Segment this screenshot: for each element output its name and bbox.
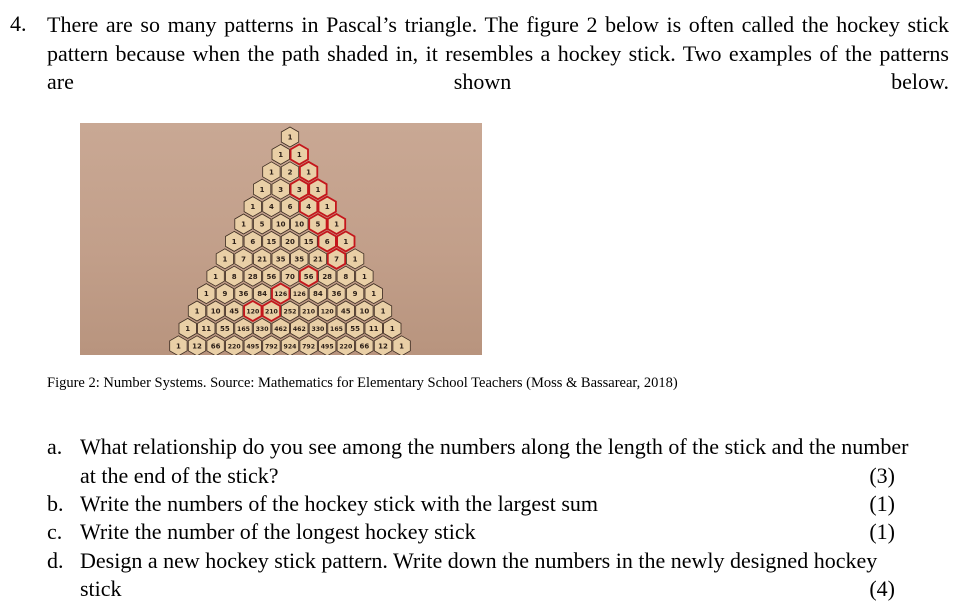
- part-b: [0, 491, 977, 521]
- hex-cell-value: 120: [320, 308, 334, 316]
- hex-cell-value: 462: [292, 326, 306, 333]
- hex-cell-value: 21: [313, 255, 323, 264]
- hex-cell-value: 1: [380, 307, 386, 316]
- part-d-line-2: stick: [80, 576, 122, 601]
- hex-cell-value: 1: [399, 342, 405, 351]
- hex-cell-value: 1: [268, 168, 274, 177]
- hex-cell-value: 1: [389, 325, 395, 333]
- hex-cell-value: 330: [311, 326, 325, 333]
- hex-cell-value: 330: [255, 326, 269, 333]
- hex-cell-value: 12: [192, 342, 202, 351]
- hex-cell-value: 84: [313, 290, 323, 299]
- part-c-letter: c.: [47, 519, 63, 544]
- hex-cell-value: 1: [361, 272, 367, 281]
- hex-cell-value: 84: [257, 290, 267, 299]
- hex-cell-value: 1: [278, 151, 284, 159]
- hex-cell-value: 210: [302, 308, 316, 316]
- hex-cell-value: 1: [175, 342, 181, 351]
- hex-cell-value: 6: [250, 238, 256, 246]
- hex-cell-value: 10: [359, 307, 370, 316]
- part-d-marks: (4): [869, 576, 895, 601]
- hex-cell-value: 6: [287, 203, 293, 212]
- hex-cell-value: 10: [275, 220, 286, 229]
- hex-cell-value: 8: [343, 272, 349, 281]
- part-d: [0, 548, 977, 608]
- hex-cell-value: 1: [194, 307, 200, 316]
- hex-cell-value: 10: [294, 220, 305, 229]
- hex-cell-value: 5: [259, 220, 265, 229]
- part-c-marks: (1): [869, 519, 895, 544]
- hex-cell-value: 1: [231, 238, 237, 246]
- hex-cell-value: 15: [303, 238, 314, 246]
- hex-cell-value: 924: [283, 343, 297, 351]
- hex-cell-value: 1: [287, 133, 293, 142]
- hex-cell-value: 462: [274, 326, 288, 333]
- hex-cell-value: 20: [285, 238, 295, 246]
- hex-cell-value: 56: [266, 272, 277, 281]
- figure-caption: Figure 2: Number Systems. Source: Mathematics for Elementary School Teachers (Moss & Bassarear, 2018): [47, 375, 678, 391]
- pascal-triangle-figure: [80, 123, 482, 355]
- hex-cell-value: 10: [210, 307, 221, 316]
- hex-cell-value: 120: [246, 308, 260, 316]
- hex-cell-value: 1: [324, 203, 330, 212]
- hex-cell-value: 7: [241, 255, 246, 264]
- hex-cell-value: 35: [294, 255, 305, 264]
- hex-cell-value: 12: [378, 342, 388, 351]
- hex-cell-value: 792: [302, 343, 316, 351]
- hex-cell-value: 1: [352, 255, 358, 264]
- hex-cell-value: 11: [201, 325, 212, 333]
- part-b-marks: (1): [869, 491, 895, 516]
- hex-cell-value: 28: [247, 272, 258, 281]
- hex-cell-value: 1: [315, 185, 321, 194]
- hex-cell-value: 126: [292, 291, 306, 299]
- hex-cell-value: 220: [339, 343, 353, 351]
- hex-cell-value: 66: [359, 342, 370, 351]
- hex-cell-value: 11: [368, 325, 379, 333]
- hex-cell-value: 210: [264, 308, 278, 316]
- hex-cell-value: 36: [238, 290, 249, 299]
- hex-cell-value: 8: [231, 272, 237, 281]
- hex-cell-value: 495: [246, 343, 260, 351]
- part-d-line-1: Design a new hockey stick pattern. Write down the numbers in the newly designed hockey: [80, 548, 878, 573]
- hex-cell-value: 126: [274, 291, 288, 299]
- part-a-letter: a.: [47, 434, 63, 459]
- hex-cell-value: 4: [268, 203, 274, 212]
- part-c: [0, 519, 977, 549]
- hex-cell-value: 3: [278, 185, 284, 194]
- part-c-line-1: Write the number of the longest hockey stick: [80, 519, 476, 544]
- pascal-triangle: [80, 123, 482, 355]
- question-text: There are so many patterns in Pascal’s triangle. The figure 2 below is often called the hockey stick pattern because when the path shaded in, it resembles a hockey stick. Two examples of the patterns are shown below.: [47, 12, 949, 94]
- part-d-letter: d.: [47, 548, 64, 573]
- part-b-letter: b.: [47, 491, 64, 516]
- hex-cell-value: 7: [334, 255, 339, 264]
- hex-cell-value: 36: [331, 290, 342, 299]
- hex-cell-value: 45: [340, 307, 351, 316]
- hex-cell-value: 1: [213, 272, 219, 281]
- hex-cell-value: 55: [350, 325, 360, 333]
- question-number: 4.: [10, 11, 27, 36]
- hex-cell-value: 495: [320, 343, 334, 351]
- hex-cell-value: 792: [264, 343, 278, 351]
- hex-cell-value: 165: [330, 326, 343, 333]
- hex-cell-value: 1: [343, 238, 349, 246]
- hex-cell-value: 5: [315, 220, 321, 229]
- part-a-marks: (3): [869, 463, 895, 488]
- part-a-line-1: What relationship do you see among the numbers along the length of the stick and the number: [80, 434, 909, 459]
- hex-cell-value: 6: [324, 238, 330, 246]
- hex-cell-value: 35: [275, 255, 286, 264]
- hex-cell-value: 1: [306, 168, 312, 177]
- hex-cell-value: 1: [334, 220, 339, 229]
- hex-cell-value: 1: [203, 290, 209, 299]
- hex-cell-value: 1: [185, 325, 191, 333]
- hex-cell-value: 55: [220, 325, 230, 333]
- hex-cell-value: 2: [287, 168, 293, 177]
- hex-cell-value: 252: [283, 308, 297, 316]
- hex-cell-value: 1: [259, 185, 265, 194]
- hex-cell-value: 9: [352, 290, 358, 299]
- hex-cell-value: 3: [296, 185, 302, 194]
- hex-cell-value: 28: [322, 272, 333, 281]
- part-a: [0, 434, 977, 494]
- hex-cell-value: 165: [237, 326, 250, 333]
- hex-cell-value: 1: [371, 290, 377, 299]
- hex-cell-value: 70: [285, 272, 295, 281]
- hex-cell-value: 1: [222, 255, 228, 264]
- hex-cell-value: 21: [257, 255, 267, 264]
- hex-cell-value: 56: [303, 272, 314, 281]
- hex-cell-value: 45: [229, 307, 240, 316]
- hex-cell-value: 1: [250, 203, 256, 212]
- part-b-line-1: Write the numbers of the hockey stick with the largest sum: [80, 491, 599, 516]
- hex-cell-value: 4: [306, 203, 312, 212]
- hex-cell-value: 1: [241, 220, 246, 229]
- hex-cell-value: 66: [210, 342, 221, 351]
- hex-cell-value: 9: [222, 290, 228, 299]
- hex-cell-value: 1: [296, 151, 302, 159]
- hex-cell-value: 220: [227, 343, 241, 351]
- part-a-line-2: at the end of the stick?: [80, 463, 279, 488]
- hex-cell-value: 15: [266, 238, 277, 246]
